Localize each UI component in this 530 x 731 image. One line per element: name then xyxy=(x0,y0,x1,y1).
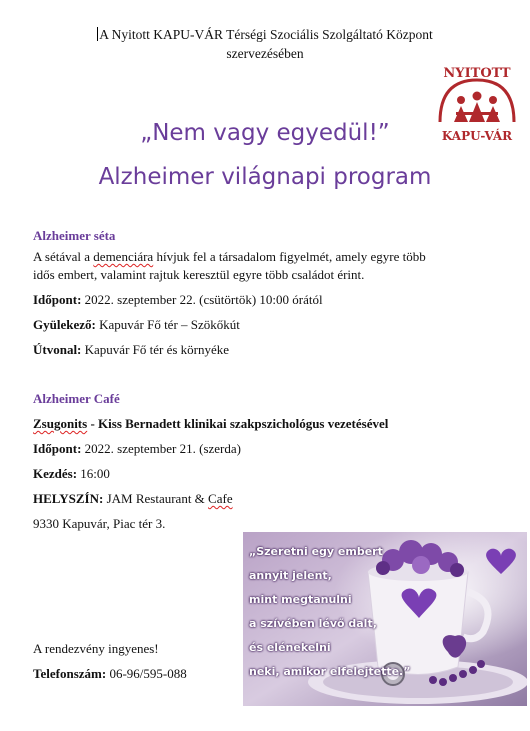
quote-text xyxy=(249,540,410,684)
cafe-heading: Alzheimer Café xyxy=(33,391,120,406)
logo-top-text: NYITOTT xyxy=(443,66,511,81)
logo-figures xyxy=(454,92,500,123)
walk-time: Időpont: 2022. szeptember 22. (csütörtök) 10:00 órától xyxy=(33,292,323,307)
walk-description-line2: idős embert, valamint rajtuk keresztül egyre több családot érint. xyxy=(33,267,365,282)
phone-number: Telefonszám: 06-96/595-088 xyxy=(33,666,187,681)
organizer-line2: szervezésében xyxy=(226,46,304,61)
quote-line: mint megtanulni xyxy=(249,593,352,606)
quote-line: „Szeretni egy embert xyxy=(249,545,383,558)
quote-line: neki, amikor elfelejtette.” xyxy=(249,665,411,678)
organizer-text xyxy=(0,25,530,63)
walk-description-line1: A sétával a demenciára hívjuk fel a társadalom figyelmét, amely egyre több xyxy=(33,249,426,264)
cafe-address: 9330 Kapuvár, Piac tér 3. xyxy=(33,516,166,531)
quote-line: annyit jelent, xyxy=(249,569,332,582)
quote-line: és elénekelni xyxy=(249,641,331,654)
walk-meeting-point: Gyülekező: Kapuvár Fő tér – Szökőkút xyxy=(33,317,240,332)
logo-bottom-text: KAPU-VÁR xyxy=(441,129,513,143)
cafe-leader: Zsugonits - Kiss Bernadett klinikai szakpszichológus vezetésével xyxy=(33,416,389,431)
main-title-program: Alzheimer világnapi program xyxy=(98,164,432,190)
teacup-quote-image xyxy=(243,532,527,706)
cafe-venue: HELYSZÍN: JAM Restaurant & Cafe xyxy=(33,491,233,506)
walk-heading: Alzheimer séta xyxy=(33,228,116,243)
cafe-time: Időpont: 2022. szeptember 21. (szerda) xyxy=(33,441,241,456)
main-title-quote: „Nem vagy egyedül!” xyxy=(140,120,390,146)
walk-route: Útvonal: Kapuvár Fő tér és környéke xyxy=(33,342,230,357)
organizer-line1: A Nyitott KAPU-VÁR Térségi Szociális Szolgáltató Központ xyxy=(99,27,433,42)
cafe-start: Kezdés: 16:00 xyxy=(33,466,110,481)
quote-line: a szívében lévő dalt, xyxy=(249,617,377,630)
free-entry-note: A rendezvény ingyenes! xyxy=(33,641,159,656)
